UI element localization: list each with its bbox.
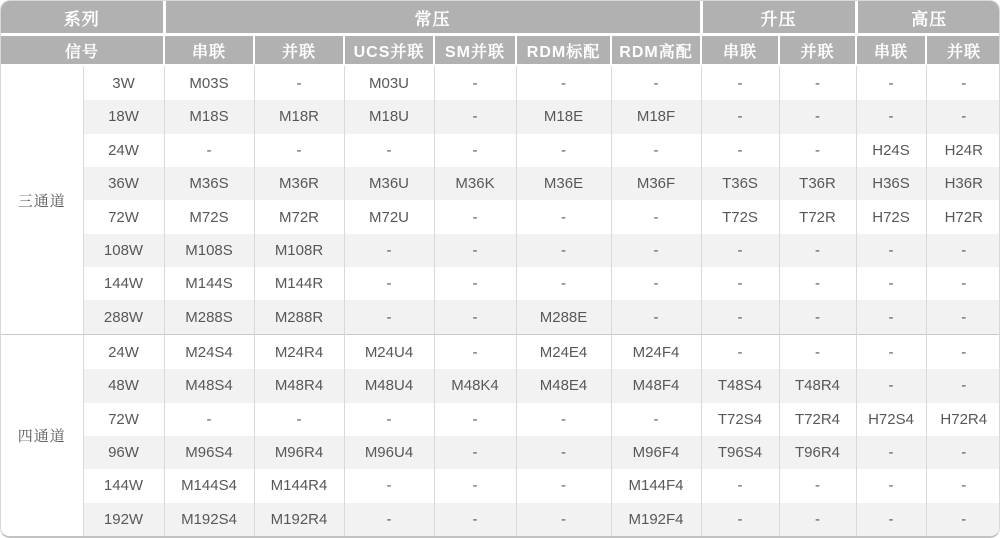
header-group-cell: 高压 bbox=[856, 1, 1000, 35]
model-cell: - bbox=[344, 134, 434, 167]
model-cell: M36E bbox=[516, 167, 611, 200]
model-cell: M24E4 bbox=[516, 335, 611, 369]
model-cell: - bbox=[856, 100, 926, 133]
model-cell: - bbox=[779, 469, 856, 502]
table-row bbox=[1, 403, 1000, 436]
model-cell: M72S bbox=[164, 200, 254, 233]
model-cell: M24S4 bbox=[164, 335, 254, 369]
signal-cell: 144W bbox=[83, 469, 164, 502]
model-cell: H24R bbox=[944, 141, 983, 159]
model-cell: - bbox=[344, 469, 434, 502]
model-cell: M03U bbox=[344, 65, 434, 100]
model-cell: - bbox=[434, 267, 516, 300]
model-cell: - bbox=[254, 134, 344, 167]
model-cell: - bbox=[856, 267, 926, 300]
model-cell: M48E4 bbox=[516, 369, 611, 402]
model-cell: - bbox=[961, 74, 967, 92]
model-cell: M36U bbox=[344, 167, 434, 200]
model-cell: T72R4 bbox=[779, 403, 856, 436]
model-cell: - bbox=[701, 100, 779, 133]
model-cell: H36R bbox=[944, 175, 983, 193]
model-cell: - bbox=[611, 267, 701, 300]
model-cell: - bbox=[961, 377, 967, 395]
signal-cell: 72W bbox=[83, 403, 164, 436]
model-cell: - bbox=[434, 300, 516, 334]
model-cell: M96F4 bbox=[611, 436, 701, 469]
header-sub-cell: SM并联 bbox=[434, 35, 516, 66]
model-cell: M18F bbox=[611, 100, 701, 133]
table-row bbox=[1, 200, 1000, 233]
model-cell: - bbox=[856, 369, 926, 402]
model-cell: T48R4 bbox=[779, 369, 856, 402]
header-sub-cell: 并联 bbox=[779, 35, 856, 66]
signal-cell: 24W bbox=[83, 335, 164, 369]
model-cell: M96U4 bbox=[344, 436, 434, 469]
table-row bbox=[1, 300, 1000, 334]
header-group-cell: 升压 bbox=[701, 1, 856, 35]
model-cell: - bbox=[516, 65, 611, 100]
table-row bbox=[1, 503, 1000, 536]
model-cell: T96R4 bbox=[779, 436, 856, 469]
model-cell: M36F bbox=[611, 167, 701, 200]
signal-cell: 144W bbox=[83, 267, 164, 300]
model-cell: - bbox=[516, 503, 611, 536]
model-cell: H72S4 bbox=[856, 403, 926, 436]
table-body bbox=[1, 65, 1000, 536]
model-cell: - bbox=[779, 300, 856, 334]
model-cell: - bbox=[961, 108, 967, 126]
header-sub-cell: 并联 bbox=[926, 35, 1000, 66]
model-cell: - bbox=[164, 403, 254, 436]
model-cell: M192R4 bbox=[254, 503, 344, 536]
model-cell: M48U4 bbox=[344, 369, 434, 402]
model-cell: M24R4 bbox=[254, 335, 344, 369]
model-cell: - bbox=[254, 65, 344, 100]
model-cell: - bbox=[701, 134, 779, 167]
table-row bbox=[1, 335, 1000, 369]
header-group-row bbox=[1, 1, 1000, 35]
header-sub-cell: 串联 bbox=[701, 35, 779, 66]
model-cell: - bbox=[856, 469, 926, 502]
model-cell: - bbox=[701, 267, 779, 300]
model-cell: - bbox=[611, 300, 701, 334]
model-cell: - bbox=[434, 65, 516, 100]
model-cell: M24F4 bbox=[611, 335, 701, 369]
signal-cell: 24W bbox=[83, 134, 164, 167]
signal-cell: 48W bbox=[83, 369, 164, 402]
header-sub-row bbox=[1, 35, 1000, 66]
model-cell: M192S4 bbox=[164, 503, 254, 536]
signal-cell: 72W bbox=[83, 200, 164, 233]
model-cell: T72S4 bbox=[701, 403, 779, 436]
model-cell: - bbox=[434, 469, 516, 502]
header-sub-cell: 串联 bbox=[856, 35, 926, 66]
model-cell: - bbox=[856, 234, 926, 267]
model-cell: - bbox=[434, 100, 516, 133]
table-row bbox=[1, 65, 1000, 100]
signal-cell: 288W bbox=[83, 300, 164, 334]
header-sub-cell: 并联 bbox=[254, 35, 344, 66]
header-sub-cell: RDM标配 bbox=[516, 35, 611, 66]
model-cell: - bbox=[701, 300, 779, 334]
model-cell: M48R4 bbox=[254, 369, 344, 402]
model-cell: - bbox=[164, 134, 254, 167]
model-cell: - bbox=[516, 469, 611, 502]
table-row bbox=[1, 369, 1000, 402]
model-cell: - bbox=[779, 335, 856, 369]
model-cell: - bbox=[434, 234, 516, 267]
model-cell: T72S bbox=[701, 200, 779, 233]
model-cell: - bbox=[434, 503, 516, 536]
model-cell: - bbox=[779, 234, 856, 267]
table-row bbox=[1, 469, 1000, 502]
model-cell: M36R bbox=[254, 167, 344, 200]
model-cell: M48F4 bbox=[611, 369, 701, 402]
model-cell: M288E bbox=[516, 300, 611, 334]
model-cell: M18E bbox=[516, 100, 611, 133]
model-cell: M48S4 bbox=[164, 369, 254, 402]
model-cell: - bbox=[961, 510, 967, 528]
model-cell: - bbox=[961, 308, 967, 326]
model-cell: M144F4 bbox=[611, 469, 701, 502]
header-group-cell: 常压 bbox=[164, 1, 701, 35]
table-row bbox=[1, 100, 1000, 133]
model-cell: - bbox=[961, 444, 967, 462]
model-cell: - bbox=[856, 300, 926, 334]
table-row bbox=[1, 167, 1000, 200]
model-cell: - bbox=[961, 241, 967, 259]
header-sub-cell: UCS并联 bbox=[344, 35, 434, 66]
model-cell: M24U4 bbox=[344, 335, 434, 369]
model-cell: - bbox=[779, 503, 856, 536]
model-cell: - bbox=[856, 436, 926, 469]
model-cell: - bbox=[254, 403, 344, 436]
model-cell: M192F4 bbox=[611, 503, 701, 536]
model-cell: M144R bbox=[254, 267, 344, 300]
model-cell: - bbox=[344, 234, 434, 267]
model-cell: - bbox=[779, 100, 856, 133]
model-cell: M96S4 bbox=[164, 436, 254, 469]
model-cell: T96S4 bbox=[701, 436, 779, 469]
table-row bbox=[1, 436, 1000, 469]
model-cell: M144S bbox=[164, 267, 254, 300]
model-cell: M48K4 bbox=[434, 369, 516, 402]
model-cell: M96R4 bbox=[254, 436, 344, 469]
model-cell: - bbox=[611, 65, 701, 100]
model-cell: - bbox=[434, 134, 516, 167]
signal-cell: 18W bbox=[83, 100, 164, 133]
model-cell: T36R bbox=[779, 167, 856, 200]
model-cell: - bbox=[516, 200, 611, 233]
model-cell: M288S bbox=[164, 300, 254, 334]
model-cell: - bbox=[856, 335, 926, 369]
model-cell: - bbox=[516, 403, 611, 436]
model-cell: - bbox=[701, 335, 779, 369]
model-cell: - bbox=[434, 436, 516, 469]
model-cell: M108S bbox=[164, 234, 254, 267]
group-label-cell: 四通道 bbox=[1, 335, 83, 536]
spec-table bbox=[1, 1, 1000, 536]
signal-cell: 108W bbox=[83, 234, 164, 267]
model-cell: M36S bbox=[164, 167, 254, 200]
model-cell: M108R bbox=[254, 234, 344, 267]
model-cell: T48S4 bbox=[701, 369, 779, 402]
model-cell: H72R4 bbox=[940, 410, 988, 428]
model-cell: M288R bbox=[254, 300, 344, 334]
model-cell: - bbox=[344, 267, 434, 300]
model-cell: H36S bbox=[856, 167, 926, 200]
model-cell: - bbox=[434, 200, 516, 233]
model-cell: - bbox=[434, 403, 516, 436]
header-sub-cell: 串联 bbox=[164, 35, 254, 66]
model-cell: M36K bbox=[434, 167, 516, 200]
model-cell: H24S bbox=[856, 134, 926, 167]
signal-cell: 96W bbox=[83, 436, 164, 469]
model-cell: - bbox=[516, 134, 611, 167]
model-cell: - bbox=[344, 403, 434, 436]
model-cell: M18U bbox=[344, 100, 434, 133]
model-cell: M144R4 bbox=[254, 469, 344, 502]
model-cell: - bbox=[856, 503, 926, 536]
model-cell: - bbox=[701, 469, 779, 502]
model-cell: H72S bbox=[856, 200, 926, 233]
model-cell: M18S bbox=[164, 100, 254, 133]
model-cell: - bbox=[516, 267, 611, 300]
model-cell: - bbox=[961, 477, 967, 495]
table-row bbox=[1, 234, 1000, 267]
model-cell: - bbox=[344, 300, 434, 334]
model-cell: - bbox=[611, 234, 701, 267]
model-cell: - bbox=[856, 65, 926, 100]
model-cell: - bbox=[779, 65, 856, 100]
model-cell: - bbox=[961, 275, 967, 293]
table-row bbox=[1, 134, 1000, 167]
header-group-cell: 系列 bbox=[1, 1, 164, 35]
table-header bbox=[1, 1, 1000, 65]
signal-cell: 36W bbox=[83, 167, 164, 200]
model-cell: M18R bbox=[254, 100, 344, 133]
model-cell: H72R bbox=[944, 208, 983, 226]
model-cell: - bbox=[611, 200, 701, 233]
model-cell: T72R bbox=[779, 200, 856, 233]
model-cell: - bbox=[779, 267, 856, 300]
header-sub-cell: 信号 bbox=[1, 35, 164, 66]
model-cell: - bbox=[926, 335, 1000, 369]
model-cell: - bbox=[701, 234, 779, 267]
model-cell: M72U bbox=[344, 200, 434, 233]
header-sub-cell: RDM高配 bbox=[611, 35, 701, 66]
model-cell: - bbox=[344, 503, 434, 536]
model-cell: - bbox=[611, 403, 701, 436]
model-cell: - bbox=[434, 335, 516, 369]
model-cell: T36S bbox=[701, 167, 779, 200]
table-row bbox=[1, 267, 1000, 300]
model-cell: - bbox=[516, 234, 611, 267]
model-cell: - bbox=[779, 134, 856, 167]
signal-cell: 192W bbox=[83, 503, 164, 536]
model-cell: M03S bbox=[164, 65, 254, 100]
signal-cell: 3W bbox=[83, 65, 164, 100]
model-cell: M144S4 bbox=[164, 469, 254, 502]
model-cell: - bbox=[701, 503, 779, 536]
model-cell: - bbox=[516, 436, 611, 469]
model-cell: M72R bbox=[254, 200, 344, 233]
group-label-cell: 三通道 bbox=[1, 65, 83, 335]
model-cell: - bbox=[701, 65, 779, 100]
model-cell: - bbox=[611, 134, 701, 167]
